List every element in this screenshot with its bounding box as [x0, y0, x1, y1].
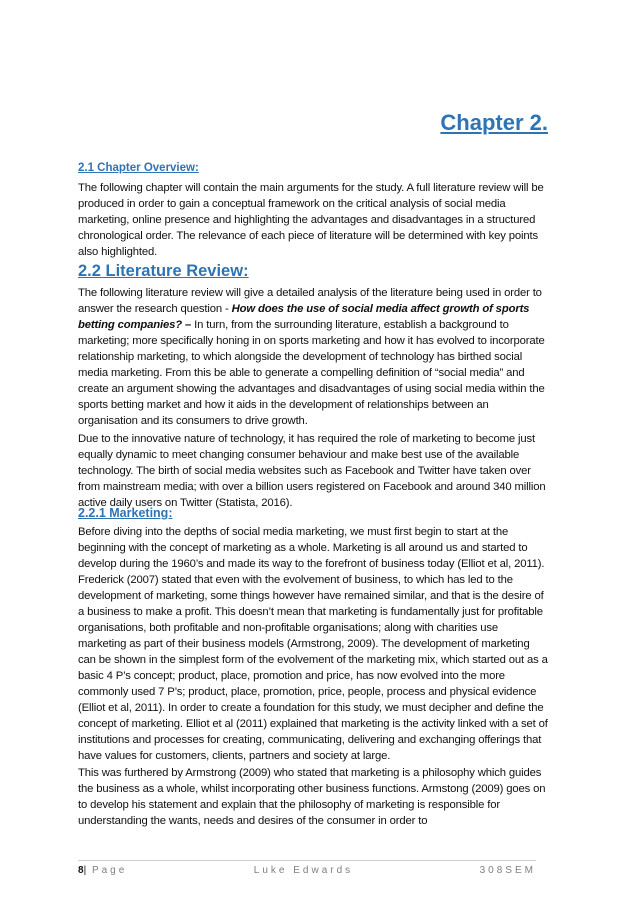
section-2-2-paragraph-2: Due to the innovative nature of technology, it has required the role of marketing to become just equally dynamic to meet changing consumer behaviour and make best use of the available technology. The birth of social media websites such as Facebook and Twitter have taken over from mainstream media; with over a billion users registered on Facebook and around 340 million active daily users on Twitter (Statista, 2016). — [78, 433, 546, 509]
section-2-2-1-paragraph-2: This was furthered by Armstrong (2009) who stated that marketing is a philosophy which guides the business as a whole, whilst incorporating other business functions. Armstong (2009) goes on to develop his statement and explain that the philosophy of marketing is responsible for understanding the wants, needs and desires of the consumer in order to — [78, 767, 546, 827]
chapter-title: Chapter 2. — [440, 110, 548, 135]
page-footer — [78, 860, 536, 876]
section-2-1-heading: 2.1 Chapter Overview: — [78, 162, 199, 174]
research-question: How does the use of social media affect growth of sports betting companies? – — [78, 303, 530, 331]
section-2-1-paragraph: The following chapter will contain the main arguments for the study. A full literature review will be produced in order to gain a conceptual framework on the critical analysis of social media marketing, online presence and highlighting the advantages and disadvantages in a structured chronological order. The relevance of each piece of literature will be determined with key points also highlighted. — [78, 182, 544, 258]
footer-student-id: 308SEM — [479, 865, 536, 876]
footer-page-indicator — [78, 865, 127, 876]
page-number: 8 — [78, 865, 84, 876]
footer-author: Luke Edwards — [253, 865, 354, 876]
paragraph-text: The following literature review will give a detailed analysis of the literature being used in order to answer the research question - — [78, 287, 542, 315]
section-2-2-paragraph-1 — [78, 285, 548, 429]
section-2-2-1-heading: 2.2.1 Marketing: — [78, 506, 173, 520]
page-label: Page — [91, 865, 128, 876]
section-2-2-heading: 2.2 Literature Review: — [78, 262, 249, 280]
section-2-2-1-paragraph-1: Before diving into the depths of social media marketing, we must first begin to start at the beginning with the concept of marketing as a whole. Marketing is all around us and started to develop during the 1960’s and made its way to the forefront of business today (Elliot et al, 2011). Frederick (2007) stated that even with the evolvement of business, to which has led to the development of marketing, some things however have remained similar, and that is the desire of a business to make a profit. This doesn’t mean that marketing is fundamentally just for profitable organisations, both profitable and non-profitable organisations; along with charities use marketing as part of their business models (Armstrong, 2009). The development of marketing can be shown in the simplest form of the evolvement of the marketing mix, which started out as a basic 4 P’s concept; product, place, promotion and price, has now evolved into the more commonly used 7 P’s; product, place, promotion, price, people, process and physical evidence (Elliot et al, 2011). In order to create a foundation for this study, we must decipher and define the concept of marketing. Elliot et al (2011) explained that marketing is the activity linked with a set of institutions and processes for creating, communicating, delivering and exchanging offerings that have values for customers, clients, partners and society at large. — [78, 526, 548, 762]
paragraph-text: In turn, from the surrounding literature, establish a background to marketing; more specifically honing in on sports marketing and how it has evolved to incorporate relationship marketing, to which alongside the development of technology has birthed social media marketing. From this be able to generate a compelling definition of “social media” and create an argument showing the advantages and disadvantages of using social media within the sports betting market and how it aids in the development of relationships between an organisation and its consumers to drive growth. — [78, 319, 545, 427]
footer-separator: | — [83, 865, 87, 876]
